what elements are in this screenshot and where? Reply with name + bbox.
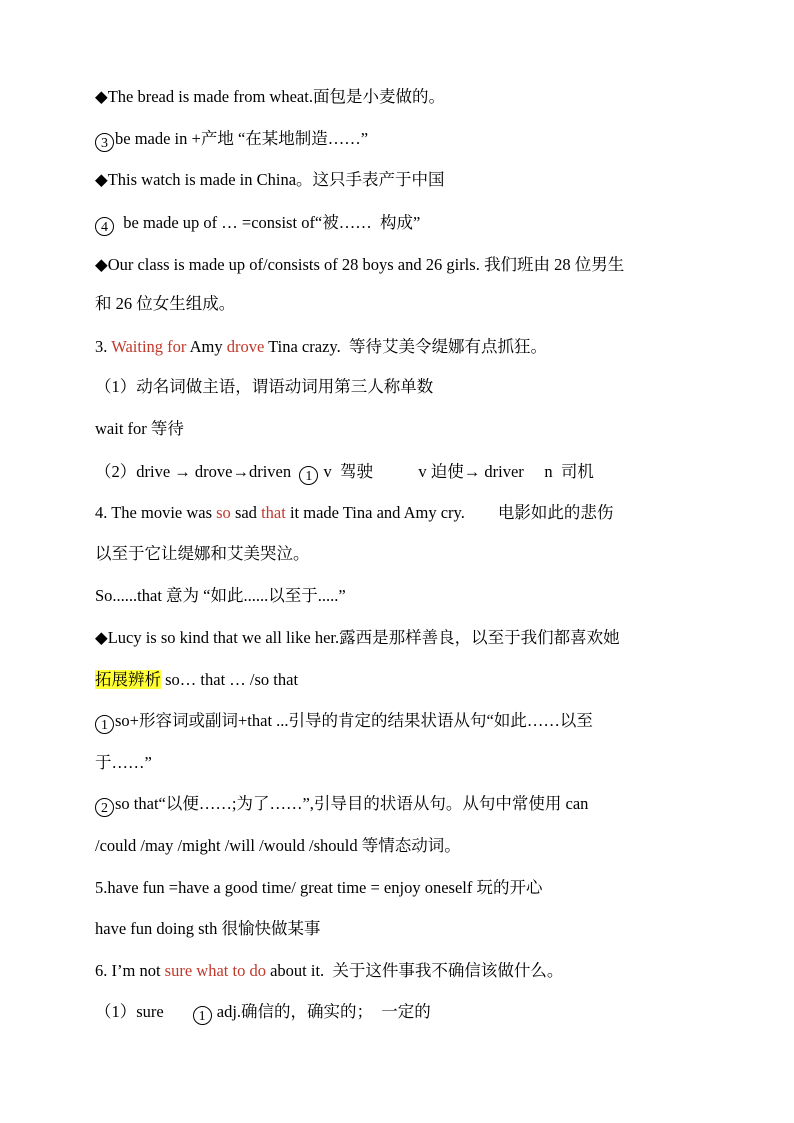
line-text: 4. The movie was: [95, 503, 217, 522]
example-bread-wheat: [95, 86, 445, 108]
line-text: （2）drive → drove→driven: [95, 462, 300, 481]
line-text: so that“以便……;为了……”,引导目的状语从句。从句中常使用 can: [115, 794, 589, 813]
note-sure-adj: [95, 1001, 431, 1023]
circled-number: 1: [299, 466, 318, 485]
line-text: be made in +产地 “在某地制造……”: [115, 129, 369, 148]
circled-number: 1: [95, 715, 114, 734]
line-text: adj.确信的，确实的； 一定的: [212, 1002, 431, 1021]
example-class-made-up: [95, 254, 624, 276]
line-text: ◆The bread is made from wheat.面包是小麦做的。: [95, 87, 445, 106]
line-text: （1）sure: [95, 1002, 193, 1021]
circled-number: 4: [95, 217, 114, 236]
line-text: 以至于它让缇娜和艾美哭泣。: [95, 544, 310, 563]
highlight-phrase: drove: [226, 337, 265, 356]
phrase-wait-for: [95, 418, 184, 440]
rule-so-that-continued: [95, 835, 461, 857]
line-text: ◆Lucy is so kind that we all like her.露西是那样善良，以至于我们都喜欢她: [95, 628, 620, 647]
line-text: v 驾驶 v 迫使→ driver n 司机: [319, 462, 594, 481]
line-text: ◆This watch is made in China。这只手表产于中国: [95, 170, 445, 189]
line-text: 6. I’m not: [95, 961, 165, 980]
rule-be-made-up-of: [95, 212, 420, 234]
circled-number: 1: [193, 1006, 212, 1025]
line-text: 5.have fun =have a good time/ great time = enjoy oneself 玩的开心: [95, 878, 543, 897]
line-text: /could /may /might /will /would /should 等情态动词。: [95, 836, 461, 855]
line-text: have fun doing sth 很愉快做某事: [95, 919, 321, 938]
line-text: ◆Our class is made up of/consists of 28 boys and 26 girls. 我们班由 28 位男生: [95, 255, 625, 274]
sentence-6-heading: [95, 960, 563, 982]
note-drive-forms: [95, 461, 594, 483]
item-number: 3.: [95, 337, 112, 356]
sentence-4-heading: [95, 502, 613, 524]
rule-be-made-in: [95, 128, 368, 150]
highlight-phrase: that: [261, 503, 286, 522]
line-text: sad: [230, 503, 262, 522]
line-text: 于……”: [95, 753, 152, 772]
line-text: about it. 关于这件事我不确信该做什么。: [265, 961, 564, 980]
rule-so-adj-that-continued: [95, 752, 152, 774]
highlighted-label: 拓展辨析: [95, 670, 161, 689]
line-text: 和 26 位女生组成。: [95, 294, 236, 313]
example-watch-china: [95, 169, 445, 191]
line-text: wait for 等待: [95, 419, 184, 438]
line-text: Amy: [186, 337, 227, 356]
highlight-phrase: sure what to do: [164, 961, 266, 980]
line-text: Tina crazy. 等待艾美令缇娜有点抓狂。: [264, 337, 547, 356]
rule-so-adj-that: [95, 710, 593, 732]
phrase-have-fun-doing: [95, 918, 320, 940]
circled-number: 2: [95, 798, 114, 817]
sentence-4-continued: [95, 543, 310, 565]
note-so-that-meaning: [95, 585, 346, 607]
extension-comparison: [95, 669, 298, 691]
phrase-have-fun: [95, 877, 543, 899]
sentence-3-heading: [95, 336, 547, 358]
line-text: be made up of … =consist of“被…… 构成”: [115, 213, 421, 232]
note-gerund-subject: [95, 376, 433, 398]
example-lucy-kind: [95, 627, 620, 649]
highlight-phrase: Waiting for: [111, 337, 187, 356]
line-text: So......that 意为 “如此......以至于.....”: [95, 586, 346, 605]
line-text: so+形容词或副词+that ...引导的肯定的结果状语从句“如此……以至: [115, 711, 593, 730]
highlight-phrase: so: [216, 503, 231, 522]
circled-number: 3: [95, 133, 114, 152]
line-text: （1）动名词做主语，谓语动词用第三人称单数: [95, 377, 434, 396]
example-class-continued: [95, 293, 235, 315]
line-text: so… that … /so that: [161, 670, 299, 689]
line-text: it made Tina and Amy cry. 电影如此的悲伤: [285, 503, 614, 522]
rule-so-that: [95, 793, 588, 815]
